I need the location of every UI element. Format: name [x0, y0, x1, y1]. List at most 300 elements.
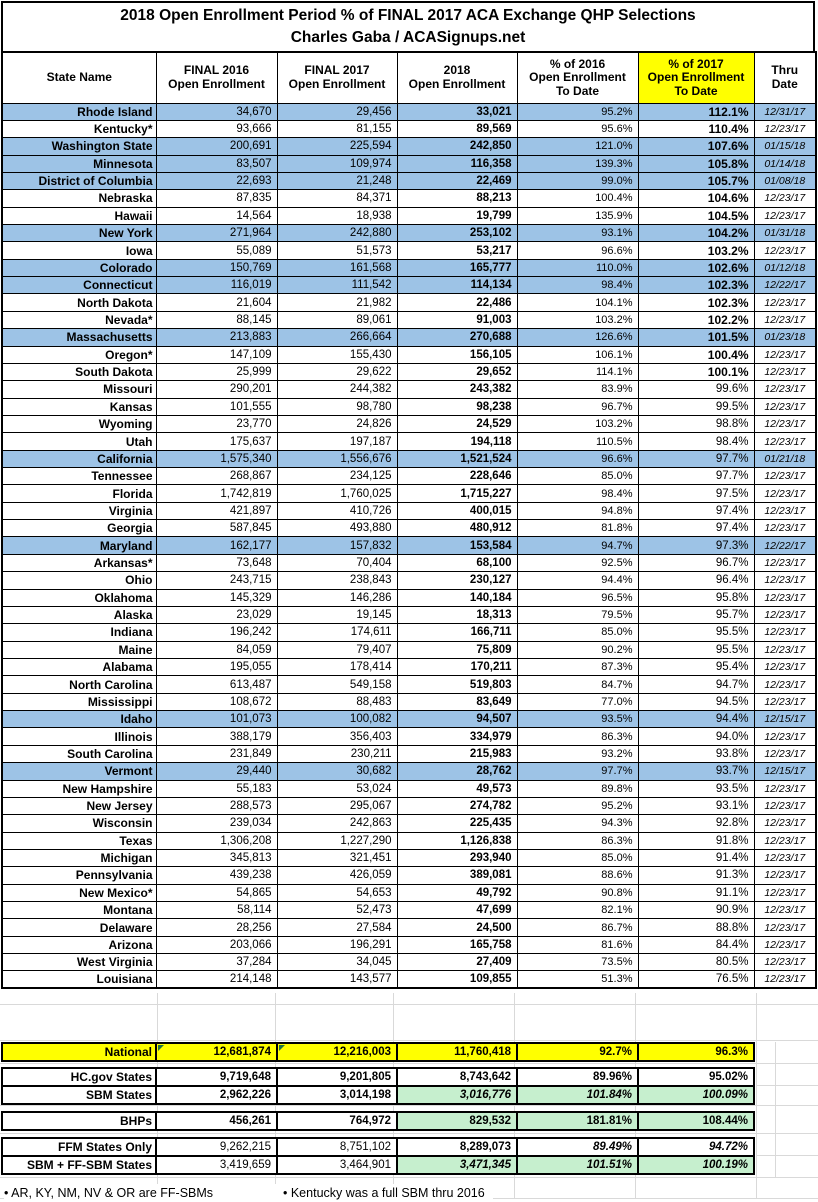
cell-state-name[interactable]: Idaho [2, 711, 156, 728]
cell-pct-2017[interactable]: 102.3% [638, 277, 754, 294]
cell-2018[interactable]: 166,711 [397, 624, 517, 641]
cell-final-2017[interactable]: 1,556,676 [277, 450, 397, 467]
cell-pct-2016[interactable]: 99.0% [517, 172, 638, 189]
cell-state-name[interactable]: California [2, 450, 156, 467]
summary-cell[interactable]: 8,743,642 [397, 1068, 517, 1086]
cell-final-2016[interactable]: 55,089 [156, 242, 277, 259]
cell-2018[interactable]: 243,382 [397, 381, 517, 398]
summary-cell[interactable]: 89.49% [517, 1138, 638, 1156]
cell-pct-2017[interactable]: 93.8% [638, 745, 754, 762]
summary-row-label[interactable]: HC.gov States [2, 1068, 156, 1086]
cell-pct-2017[interactable]: 104.5% [638, 207, 754, 224]
cell-state-name[interactable]: Rhode Island [2, 103, 156, 120]
cell-thru-date[interactable]: 12/23/17 [754, 485, 816, 502]
cell-pct-2016[interactable]: 84.7% [517, 676, 638, 693]
cell-thru-date[interactable]: 12/23/17 [754, 589, 816, 606]
cell-final-2017[interactable]: 242,863 [277, 815, 397, 832]
cell-state-name[interactable]: Florida [2, 485, 156, 502]
cell-final-2016[interactable]: 200,691 [156, 138, 277, 155]
cell-pct-2016[interactable]: 121.0% [517, 138, 638, 155]
cell-thru-date[interactable]: 12/23/17 [754, 797, 816, 814]
cell-final-2016[interactable]: 439,238 [156, 867, 277, 884]
cell-state-name[interactable]: Maine [2, 641, 156, 658]
cell-thru-date[interactable]: 01/12/18 [754, 259, 816, 276]
cell-thru-date[interactable]: 01/31/18 [754, 225, 816, 242]
cell-final-2016[interactable]: 1,575,340 [156, 450, 277, 467]
cell-2018[interactable]: 68,100 [397, 554, 517, 571]
cell-thru-date[interactable]: 12/22/17 [754, 537, 816, 554]
cell-final-2017[interactable]: 21,248 [277, 172, 397, 189]
cell-final-2016[interactable]: 23,029 [156, 606, 277, 623]
cell-final-2016[interactable]: 145,329 [156, 589, 277, 606]
cell-final-2016[interactable]: 271,964 [156, 225, 277, 242]
cell-pct-2017[interactable]: 93.1% [638, 797, 754, 814]
cell-thru-date[interactable]: 12/23/17 [754, 624, 816, 641]
footnote-kentucky[interactable]: • Kentucky was a full SBM thru 2016 [283, 1184, 493, 1202]
cell-state-name[interactable]: Hawaii [2, 207, 156, 224]
cell-pct-2017[interactable]: 102.3% [638, 294, 754, 311]
cell-state-name[interactable]: Alaska [2, 606, 156, 623]
cell-2018[interactable]: 114,134 [397, 277, 517, 294]
cell-thru-date[interactable]: 12/23/17 [754, 572, 816, 589]
cell-2018[interactable]: 109,855 [397, 971, 517, 989]
cell-state-name[interactable]: Alabama [2, 659, 156, 676]
cell-final-2016[interactable]: 290,201 [156, 381, 277, 398]
cell-final-2017[interactable]: 225,594 [277, 138, 397, 155]
cell-thru-date[interactable]: 12/23/17 [754, 641, 816, 658]
cell-pct-2017[interactable]: 97.3% [638, 537, 754, 554]
cell-thru-date[interactable]: 12/23/17 [754, 919, 816, 936]
cell-final-2016[interactable]: 587,845 [156, 520, 277, 537]
cell-2018[interactable]: 83,649 [397, 693, 517, 710]
cell-pct-2016[interactable]: 85.0% [517, 624, 638, 641]
cell-thru-date[interactable]: 12/23/17 [754, 190, 816, 207]
cell-thru-date[interactable]: 12/23/17 [754, 832, 816, 849]
cell-final-2017[interactable]: 1,227,290 [277, 832, 397, 849]
summary-cell[interactable]: 3,464,901 [277, 1156, 397, 1174]
cell-pct-2016[interactable]: 87.3% [517, 659, 638, 676]
cell-pct-2016[interactable]: 86.7% [517, 919, 638, 936]
cell-final-2017[interactable]: 81,155 [277, 120, 397, 137]
cell-final-2016[interactable]: 213,883 [156, 329, 277, 346]
summary-cell[interactable]: 101.84% [517, 1086, 638, 1104]
cell-pct-2016[interactable]: 110.0% [517, 259, 638, 276]
cell-final-2017[interactable]: 161,568 [277, 259, 397, 276]
cell-2018[interactable]: 400,015 [397, 502, 517, 519]
cell-final-2016[interactable]: 162,177 [156, 537, 277, 554]
cell-thru-date[interactable]: 12/23/17 [754, 207, 816, 224]
cell-pct-2017[interactable]: 99.5% [638, 398, 754, 415]
cell-state-name[interactable]: Georgia [2, 520, 156, 537]
cell-pct-2017[interactable]: 94.7% [638, 676, 754, 693]
cell-thru-date[interactable]: 12/23/17 [754, 902, 816, 919]
cell-2018[interactable]: 274,782 [397, 797, 517, 814]
cell-pct-2017[interactable]: 112.1% [638, 103, 754, 120]
cell-state-name[interactable]: Illinois [2, 728, 156, 745]
cell-pct-2016[interactable]: 93.2% [517, 745, 638, 762]
cell-final-2016[interactable]: 388,179 [156, 728, 277, 745]
cell-final-2017[interactable]: 244,382 [277, 381, 397, 398]
cell-thru-date[interactable]: 12/23/17 [754, 728, 816, 745]
cell-pct-2016[interactable]: 114.1% [517, 363, 638, 380]
cell-pct-2016[interactable]: 93.5% [517, 711, 638, 728]
cell-2018[interactable]: 24,529 [397, 415, 517, 432]
cell-final-2017[interactable]: 295,067 [277, 797, 397, 814]
cell-final-2017[interactable]: 88,483 [277, 693, 397, 710]
cell-thru-date[interactable]: 12/23/17 [754, 659, 816, 676]
summary-row-label[interactable]: SBM + FF-SBM States [2, 1156, 156, 1174]
cell-2018[interactable]: 156,105 [397, 346, 517, 363]
cell-final-2016[interactable]: 203,066 [156, 936, 277, 953]
cell-state-name[interactable]: Arkansas* [2, 554, 156, 571]
cell-state-name[interactable]: Indiana [2, 624, 156, 641]
cell-pct-2017[interactable]: 102.6% [638, 259, 754, 276]
cell-2018[interactable]: 89,569 [397, 120, 517, 137]
cell-final-2017[interactable]: 266,664 [277, 329, 397, 346]
cell-final-2016[interactable]: 87,835 [156, 190, 277, 207]
cell-state-name[interactable]: New Hampshire [2, 780, 156, 797]
summary-cell[interactable]: 12,681,874 [156, 1043, 277, 1061]
cell-final-2017[interactable]: 1,760,025 [277, 485, 397, 502]
cell-state-name[interactable]: New York [2, 225, 156, 242]
summary-row-label[interactable]: SBM States [2, 1086, 156, 1104]
cell-final-2016[interactable]: 93,666 [156, 120, 277, 137]
cell-final-2016[interactable]: 613,487 [156, 676, 277, 693]
cell-final-2016[interactable]: 29,440 [156, 763, 277, 780]
cell-pct-2016[interactable]: 97.7% [517, 763, 638, 780]
cell-pct-2016[interactable]: 95.2% [517, 103, 638, 120]
cell-pct-2016[interactable]: 73.5% [517, 954, 638, 971]
cell-pct-2017[interactable]: 98.4% [638, 433, 754, 450]
cell-pct-2016[interactable]: 94.3% [517, 815, 638, 832]
summary-cell[interactable]: 3,471,345 [397, 1156, 517, 1174]
cell-pct-2016[interactable]: 110.5% [517, 433, 638, 450]
cell-state-name[interactable]: Utah [2, 433, 156, 450]
cell-pct-2017[interactable]: 76.5% [638, 971, 754, 989]
cell-2018[interactable]: 519,803 [397, 676, 517, 693]
cell-final-2017[interactable]: 238,843 [277, 572, 397, 589]
cell-pct-2016[interactable]: 81.6% [517, 936, 638, 953]
cell-final-2017[interactable]: 98,780 [277, 398, 397, 415]
cell-final-2017[interactable]: 174,611 [277, 624, 397, 641]
cell-pct-2016[interactable]: 92.5% [517, 554, 638, 571]
cell-2018[interactable]: 18,313 [397, 606, 517, 623]
cell-state-name[interactable]: Massachusetts [2, 329, 156, 346]
summary-cell[interactable]: 96.3% [638, 1043, 754, 1061]
cell-final-2017[interactable]: 70,404 [277, 554, 397, 571]
cell-pct-2016[interactable]: 83.9% [517, 381, 638, 398]
cell-thru-date[interactable]: 12/23/17 [754, 780, 816, 797]
cell-pct-2016[interactable]: 95.6% [517, 120, 638, 137]
summary-cell[interactable]: 9,262,215 [156, 1138, 277, 1156]
cell-pct-2016[interactable]: 135.9% [517, 207, 638, 224]
cell-final-2017[interactable]: 27,584 [277, 919, 397, 936]
cell-pct-2016[interactable]: 98.4% [517, 277, 638, 294]
cell-pct-2016[interactable]: 85.0% [517, 468, 638, 485]
cell-state-name[interactable]: Michigan [2, 849, 156, 866]
cell-final-2017[interactable]: 21,982 [277, 294, 397, 311]
cell-thru-date[interactable]: 12/23/17 [754, 884, 816, 901]
cell-thru-date[interactable]: 12/23/17 [754, 311, 816, 328]
cell-thru-date[interactable]: 12/23/17 [754, 867, 816, 884]
cell-thru-date[interactable]: 12/23/17 [754, 849, 816, 866]
summary-cell[interactable]: 8,289,073 [397, 1138, 517, 1156]
summary-row-label[interactable]: BHPs [2, 1112, 156, 1130]
cell-pct-2017[interactable]: 97.4% [638, 520, 754, 537]
cell-final-2017[interactable]: 29,456 [277, 103, 397, 120]
cell-final-2016[interactable]: 1,742,819 [156, 485, 277, 502]
cell-state-name[interactable]: Oregon* [2, 346, 156, 363]
cell-pct-2016[interactable]: 106.1% [517, 346, 638, 363]
cell-final-2016[interactable]: 108,672 [156, 693, 277, 710]
cell-thru-date[interactable]: 12/22/17 [754, 277, 816, 294]
cell-2018[interactable]: 75,809 [397, 641, 517, 658]
summary-cell[interactable]: 92.7% [517, 1043, 638, 1061]
cell-pct-2016[interactable]: 85.0% [517, 849, 638, 866]
cell-2018[interactable]: 1,715,227 [397, 485, 517, 502]
cell-pct-2016[interactable]: 103.2% [517, 311, 638, 328]
cell-2018[interactable]: 170,211 [397, 659, 517, 676]
cell-state-name[interactable]: North Dakota [2, 294, 156, 311]
cell-pct-2017[interactable]: 93.5% [638, 780, 754, 797]
cell-state-name[interactable]: Kentucky* [2, 120, 156, 137]
cell-final-2016[interactable]: 22,693 [156, 172, 277, 189]
cell-pct-2016[interactable]: 88.6% [517, 867, 638, 884]
cell-final-2016[interactable]: 88,145 [156, 311, 277, 328]
cell-final-2017[interactable]: 234,125 [277, 468, 397, 485]
column-header-final-2017[interactable]: FINAL 2017 Open Enrollment [277, 52, 397, 103]
cell-pct-2016[interactable]: 77.0% [517, 693, 638, 710]
cell-final-2016[interactable]: 196,242 [156, 624, 277, 641]
footnote-ffsbm[interactable]: • AR, KY, NM, NV & OR are FF-SBMs [4, 1184, 284, 1202]
cell-state-name[interactable]: South Carolina [2, 745, 156, 762]
cell-pct-2017[interactable]: 105.7% [638, 172, 754, 189]
cell-state-name[interactable]: District of Columbia [2, 172, 156, 189]
cell-state-name[interactable]: West Virginia [2, 954, 156, 971]
cell-thru-date[interactable]: 12/23/17 [754, 398, 816, 415]
cell-final-2017[interactable]: 29,622 [277, 363, 397, 380]
cell-2018[interactable]: 293,940 [397, 849, 517, 866]
cell-final-2016[interactable]: 116,019 [156, 277, 277, 294]
cell-state-name[interactable]: Nebraska [2, 190, 156, 207]
cell-thru-date[interactable]: 12/23/17 [754, 606, 816, 623]
cell-final-2016[interactable]: 150,769 [156, 259, 277, 276]
cell-pct-2016[interactable]: 90.2% [517, 641, 638, 658]
cell-state-name[interactable]: Iowa [2, 242, 156, 259]
summary-cell[interactable]: 95.02% [638, 1068, 754, 1086]
cell-pct-2017[interactable]: 92.8% [638, 815, 754, 832]
cell-2018[interactable]: 27,409 [397, 954, 517, 971]
summary-cell[interactable]: 100.09% [638, 1086, 754, 1104]
cell-pct-2017[interactable]: 93.7% [638, 763, 754, 780]
cell-final-2016[interactable]: 58,114 [156, 902, 277, 919]
cell-2018[interactable]: 228,646 [397, 468, 517, 485]
cell-final-2017[interactable]: 196,291 [277, 936, 397, 953]
cell-pct-2016[interactable]: 96.6% [517, 450, 638, 467]
cell-final-2017[interactable]: 493,880 [277, 520, 397, 537]
cell-final-2016[interactable]: 268,867 [156, 468, 277, 485]
cell-2018[interactable]: 215,983 [397, 745, 517, 762]
cell-thru-date[interactable]: 12/23/17 [754, 381, 816, 398]
summary-cell[interactable]: 108.44% [638, 1112, 754, 1130]
cell-pct-2016[interactable]: 81.8% [517, 520, 638, 537]
cell-pct-2016[interactable]: 100.4% [517, 190, 638, 207]
cell-thru-date[interactable]: 12/23/17 [754, 971, 816, 989]
cell-thru-date[interactable]: 01/21/18 [754, 450, 816, 467]
cell-final-2016[interactable]: 147,109 [156, 346, 277, 363]
cell-thru-date[interactable]: 01/08/18 [754, 172, 816, 189]
cell-pct-2017[interactable]: 100.4% [638, 346, 754, 363]
cell-state-name[interactable]: Louisiana [2, 971, 156, 989]
cell-final-2016[interactable]: 73,648 [156, 554, 277, 571]
cell-thru-date[interactable]: 12/23/17 [754, 363, 816, 380]
cell-state-name[interactable]: Ohio [2, 572, 156, 589]
cell-pct-2016[interactable]: 95.2% [517, 797, 638, 814]
cell-2018[interactable]: 24,500 [397, 919, 517, 936]
cell-pct-2017[interactable]: 94.0% [638, 728, 754, 745]
cell-final-2017[interactable]: 111,542 [277, 277, 397, 294]
cell-pct-2016[interactable]: 94.4% [517, 572, 638, 589]
cell-2018[interactable]: 165,758 [397, 936, 517, 953]
cell-pct-2016[interactable]: 96.5% [517, 589, 638, 606]
cell-final-2016[interactable]: 239,034 [156, 815, 277, 832]
column-header-thru-date[interactable]: Thru Date [754, 52, 816, 103]
cell-final-2016[interactable]: 214,148 [156, 971, 277, 989]
column-header-pct-2016[interactable]: % of 2016 Open Enrollment To Date [517, 52, 638, 103]
cell-pct-2017[interactable]: 97.7% [638, 468, 754, 485]
cell-final-2017[interactable]: 321,451 [277, 849, 397, 866]
cell-state-name[interactable]: North Carolina [2, 676, 156, 693]
column-header-state-name[interactable]: State Name [2, 52, 156, 103]
summary-cell[interactable]: 94.72% [638, 1138, 754, 1156]
cell-thru-date[interactable]: 12/23/17 [754, 242, 816, 259]
cell-final-2016[interactable]: 175,637 [156, 433, 277, 450]
cell-final-2016[interactable]: 101,555 [156, 398, 277, 415]
cell-pct-2016[interactable]: 89.8% [517, 780, 638, 797]
cell-2018[interactable]: 334,979 [397, 728, 517, 745]
cell-state-name[interactable]: Delaware [2, 919, 156, 936]
cell-state-name[interactable]: South Dakota [2, 363, 156, 380]
cell-2018[interactable]: 116,358 [397, 155, 517, 172]
cell-thru-date[interactable]: 12/23/17 [754, 346, 816, 363]
cell-pct-2017[interactable]: 94.5% [638, 693, 754, 710]
summary-cell[interactable]: 2,962,226 [156, 1086, 277, 1104]
cell-2018[interactable]: 29,652 [397, 363, 517, 380]
cell-state-name[interactable]: Arizona [2, 936, 156, 953]
cell-thru-date[interactable]: 12/23/17 [754, 415, 816, 432]
cell-thru-date[interactable]: 12/15/17 [754, 763, 816, 780]
cell-final-2016[interactable]: 28,256 [156, 919, 277, 936]
cell-final-2017[interactable]: 146,286 [277, 589, 397, 606]
cell-thru-date[interactable]: 01/15/18 [754, 138, 816, 155]
cell-2018[interactable]: 194,118 [397, 433, 517, 450]
cell-state-name[interactable]: New Jersey [2, 797, 156, 814]
cell-pct-2017[interactable]: 91.4% [638, 849, 754, 866]
cell-final-2016[interactable]: 1,306,208 [156, 832, 277, 849]
cell-final-2016[interactable]: 345,813 [156, 849, 277, 866]
summary-cell[interactable]: 3,014,198 [277, 1086, 397, 1104]
cell-state-name[interactable]: Wisconsin [2, 815, 156, 832]
cell-pct-2017[interactable]: 95.5% [638, 641, 754, 658]
cell-pct-2016[interactable]: 96.6% [517, 242, 638, 259]
cell-pct-2017[interactable]: 91.3% [638, 867, 754, 884]
cell-final-2016[interactable]: 21,604 [156, 294, 277, 311]
cell-pct-2016[interactable]: 94.7% [517, 537, 638, 554]
cell-2018[interactable]: 49,792 [397, 884, 517, 901]
cell-final-2016[interactable]: 55,183 [156, 780, 277, 797]
cell-final-2017[interactable]: 230,211 [277, 745, 397, 762]
cell-pct-2017[interactable]: 96.7% [638, 554, 754, 571]
cell-2018[interactable]: 22,486 [397, 294, 517, 311]
cell-pct-2017[interactable]: 84.4% [638, 936, 754, 953]
cell-final-2017[interactable]: 143,577 [277, 971, 397, 989]
cell-state-name[interactable]: Minnesota [2, 155, 156, 172]
cell-final-2017[interactable]: 24,826 [277, 415, 397, 432]
cell-thru-date[interactable]: 12/23/17 [754, 745, 816, 762]
cell-pct-2016[interactable]: 103.2% [517, 415, 638, 432]
cell-pct-2016[interactable]: 139.3% [517, 155, 638, 172]
cell-thru-date[interactable]: 01/14/18 [754, 155, 816, 172]
cell-pct-2017[interactable]: 104.6% [638, 190, 754, 207]
cell-final-2016[interactable]: 34,670 [156, 103, 277, 120]
cell-final-2016[interactable]: 421,897 [156, 502, 277, 519]
cell-state-name[interactable]: Pennsylvania [2, 867, 156, 884]
cell-final-2017[interactable]: 51,573 [277, 242, 397, 259]
cell-pct-2016[interactable]: 94.8% [517, 502, 638, 519]
cell-pct-2017[interactable]: 103.2% [638, 242, 754, 259]
cell-final-2016[interactable]: 231,849 [156, 745, 277, 762]
cell-pct-2017[interactable]: 95.8% [638, 589, 754, 606]
cell-thru-date[interactable]: 01/23/18 [754, 329, 816, 346]
summary-cell[interactable]: 3,419,659 [156, 1156, 277, 1174]
summary-row-label[interactable]: FFM States Only [2, 1138, 156, 1156]
summary-cell[interactable]: 8,751,102 [277, 1138, 397, 1156]
cell-2018[interactable]: 1,521,524 [397, 450, 517, 467]
cell-pct-2017[interactable]: 98.8% [638, 415, 754, 432]
summary-cell[interactable]: 89.96% [517, 1068, 638, 1086]
cell-thru-date[interactable]: 12/23/17 [754, 554, 816, 571]
cell-pct-2017[interactable]: 91.8% [638, 832, 754, 849]
cell-state-name[interactable]: Connecticut [2, 277, 156, 294]
cell-state-name[interactable]: Montana [2, 902, 156, 919]
cell-pct-2017[interactable]: 107.6% [638, 138, 754, 155]
cell-pct-2017[interactable]: 102.2% [638, 311, 754, 328]
summary-cell[interactable]: 9,201,805 [277, 1068, 397, 1086]
summary-cell[interactable]: 100.19% [638, 1156, 754, 1174]
cell-pct-2016[interactable]: 86.3% [517, 728, 638, 745]
cell-2018[interactable]: 225,435 [397, 815, 517, 832]
cell-state-name[interactable]: Tennessee [2, 468, 156, 485]
column-header-pct-2017[interactable]: % of 2017 Open Enrollment To Date [638, 52, 754, 103]
summary-cell[interactable]: 829,532 [397, 1112, 517, 1130]
cell-thru-date[interactable]: 12/23/17 [754, 502, 816, 519]
cell-state-name[interactable]: Washington State [2, 138, 156, 155]
cell-thru-date[interactable]: 12/15/17 [754, 711, 816, 728]
cell-final-2017[interactable]: 242,880 [277, 225, 397, 242]
cell-final-2016[interactable]: 23,770 [156, 415, 277, 432]
cell-2018[interactable]: 22,469 [397, 172, 517, 189]
summary-cell[interactable]: 9,719,648 [156, 1068, 277, 1086]
cell-state-name[interactable]: Wyoming [2, 415, 156, 432]
cell-pct-2016[interactable]: 104.1% [517, 294, 638, 311]
cell-final-2017[interactable]: 84,371 [277, 190, 397, 207]
cell-final-2017[interactable]: 18,938 [277, 207, 397, 224]
column-header-final-2016[interactable]: FINAL 2016 Open Enrollment [156, 52, 277, 103]
cell-pct-2016[interactable]: 51.3% [517, 971, 638, 989]
cell-final-2017[interactable]: 30,682 [277, 763, 397, 780]
cell-pct-2016[interactable]: 79.5% [517, 606, 638, 623]
cell-final-2016[interactable]: 243,715 [156, 572, 277, 589]
